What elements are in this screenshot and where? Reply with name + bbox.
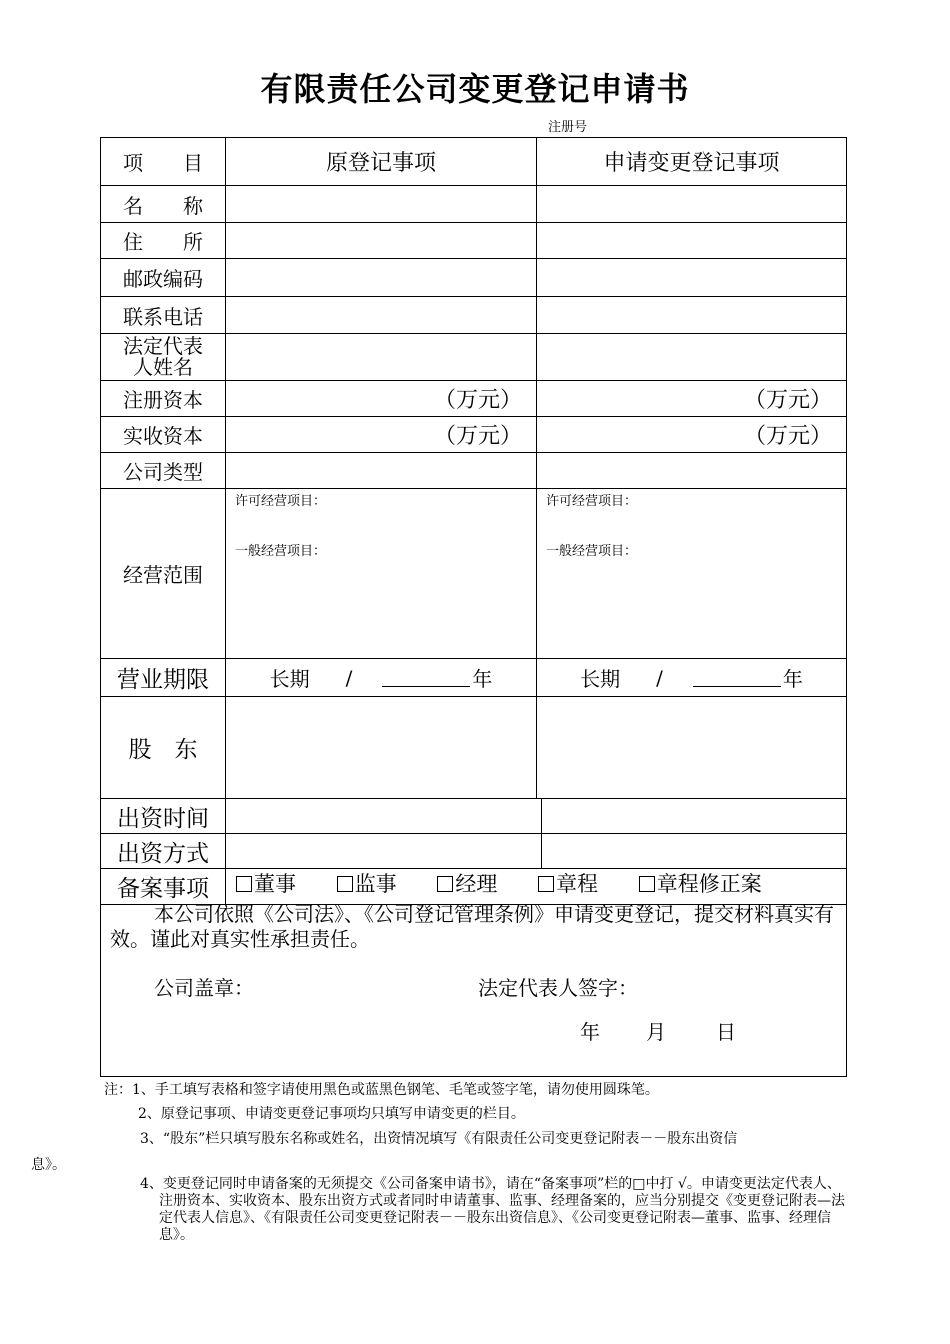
- original-phone-field[interactable]: [226, 297, 536, 333]
- original-legal-rep-field[interactable]: [226, 334, 536, 380]
- original-registered-capital-unit[interactable]: （万元）: [433, 388, 522, 413]
- original-address-field[interactable]: [226, 223, 536, 258]
- term-long-text: 长期: [269, 667, 310, 691]
- original-term-field[interactable]: [226, 659, 536, 696]
- label-contribution-time: 出资时间: [117, 805, 209, 832]
- note-3-continued: 息》。: [31, 1157, 66, 1173]
- change-postcode-field[interactable]: [537, 259, 846, 296]
- filing-options: [236, 868, 762, 898]
- header-change: 申请变更登记事项: [603, 151, 780, 176]
- term-slash: /: [345, 665, 353, 690]
- date-month: 月: [646, 1020, 666, 1044]
- original-postcode-field[interactable]: [226, 259, 536, 296]
- note-4: 4、变更登记同时申请备案的无须提交《公司备案申请书》，请在“备案事项”栏的□中打 √。申请变更法定代表人、注册资本、实收资本、股东出资方式或者同时申请董事、监事、经理备案的，应当分别提交《变更登记附表—法定代表人信息》、《有限责任公司变更登记附表－－股东出资信息》、《公司变更登记附表—董事、监事、经理信息》。: [140, 1176, 845, 1243]
- label-paid-capital: 实收资本: [123, 424, 203, 448]
- label-phone: 联系电话: [123, 304, 203, 329]
- label-shareholders: 股 东: [128, 737, 198, 763]
- label-postcode: 邮政编码: [123, 267, 203, 291]
- change-company-type-field[interactable]: [537, 453, 846, 488]
- term-long-text: 长期: [580, 667, 621, 691]
- original-licensed-scope-label: 许可经营项目：: [235, 494, 327, 509]
- original-shareholders-field[interactable]: [226, 697, 536, 798]
- date-day: 日: [716, 1020, 736, 1044]
- note-1: 注：1、手工填写表格和签字请使用黑色或蓝黑色钢笔、毛笔或签字笔，请勿使用圆珠笔。: [104, 1082, 659, 1098]
- label-business-scope: 经营范围: [123, 563, 203, 587]
- original-contribution-method-field[interactable]: [226, 834, 541, 868]
- change-shareholders-field[interactable]: [537, 697, 846, 798]
- header-original: 原登记事项: [325, 151, 436, 176]
- change-name-field[interactable]: [537, 186, 846, 222]
- filing-option-supervisor[interactable]: 监事: [337, 872, 397, 896]
- legal-rep-signature-label: 法定代表人签字：: [478, 976, 638, 1000]
- date-year: 年: [580, 1020, 600, 1044]
- change-registered-capital-unit[interactable]: （万元）: [743, 388, 832, 413]
- checkbox-icon[interactable]: [236, 876, 252, 892]
- label-company-type: 公司类型: [123, 460, 203, 484]
- filing-option-articles[interactable]: 章程: [538, 872, 598, 896]
- original-contribution-time-field[interactable]: [226, 799, 541, 833]
- label-registered-capital: 注册资本: [123, 388, 203, 412]
- change-general-scope-label: 一般经营项目：: [546, 544, 638, 559]
- change-contribution-time-field[interactable]: [542, 799, 846, 833]
- label-name: 名 称: [123, 193, 203, 218]
- form-title: 有限责任公司变更登记申请书: [260, 70, 690, 108]
- change-phone-field[interactable]: [537, 297, 846, 333]
- term-year-blank[interactable]: [382, 668, 470, 687]
- filing-option-articles-amendment[interactable]: 章程修正案: [639, 872, 762, 896]
- filing-option-director[interactable]: 董事: [236, 872, 296, 896]
- term-year-blank[interactable]: [693, 668, 781, 687]
- term-year-text: 年: [782, 667, 803, 691]
- change-licensed-scope-label: 许可经营项目：: [546, 494, 638, 509]
- change-contribution-method-field[interactable]: [542, 834, 846, 868]
- original-general-scope-label: 一般经营项目：: [235, 544, 327, 559]
- label-contribution-method: 出资方式: [117, 840, 209, 867]
- change-term-field[interactable]: [537, 659, 846, 696]
- original-paid-capital-unit[interactable]: （万元）: [433, 424, 522, 449]
- checkbox-icon[interactable]: [337, 876, 353, 892]
- checkbox-icon[interactable]: [538, 876, 554, 892]
- change-legal-rep-field[interactable]: [537, 334, 846, 380]
- label-legal-representative: 法定代表人姓名: [123, 334, 203, 379]
- label-address: 住 所: [123, 230, 203, 254]
- label-business-term: 营业期限: [117, 667, 209, 693]
- note-3: 3、“股东”栏只填写股东名称或姓名，出资情况填写《有限责任公司变更登记附表－－股东出资信: [140, 1131, 738, 1147]
- original-company-type-field[interactable]: [226, 453, 536, 488]
- term-slash: /: [656, 665, 663, 690]
- label-filing-items: 备案事项: [117, 876, 209, 902]
- checkbox-icon[interactable]: [639, 876, 655, 892]
- registration-number-label: 注册号: [548, 120, 588, 135]
- original-name-field[interactable]: [226, 186, 536, 222]
- declaration-text: 本公司依照《公司法》、《公司登记管理条例》申请变更登记，提交材料真实有效。谨此对真实性承担责任。: [110, 902, 834, 951]
- change-address-field[interactable]: [537, 223, 846, 258]
- note-2: 2、原登记事项、申请变更登记事项均只填写申请变更的栏目。: [138, 1106, 525, 1122]
- company-seal-label: 公司盖章：: [154, 976, 254, 1000]
- filing-option-manager[interactable]: 经理: [437, 872, 497, 896]
- checkbox-icon[interactable]: [437, 876, 453, 892]
- term-year-text: 年: [472, 667, 493, 691]
- change-paid-capital-unit[interactable]: （万元）: [743, 424, 832, 449]
- header-item: 项 目: [123, 151, 203, 175]
